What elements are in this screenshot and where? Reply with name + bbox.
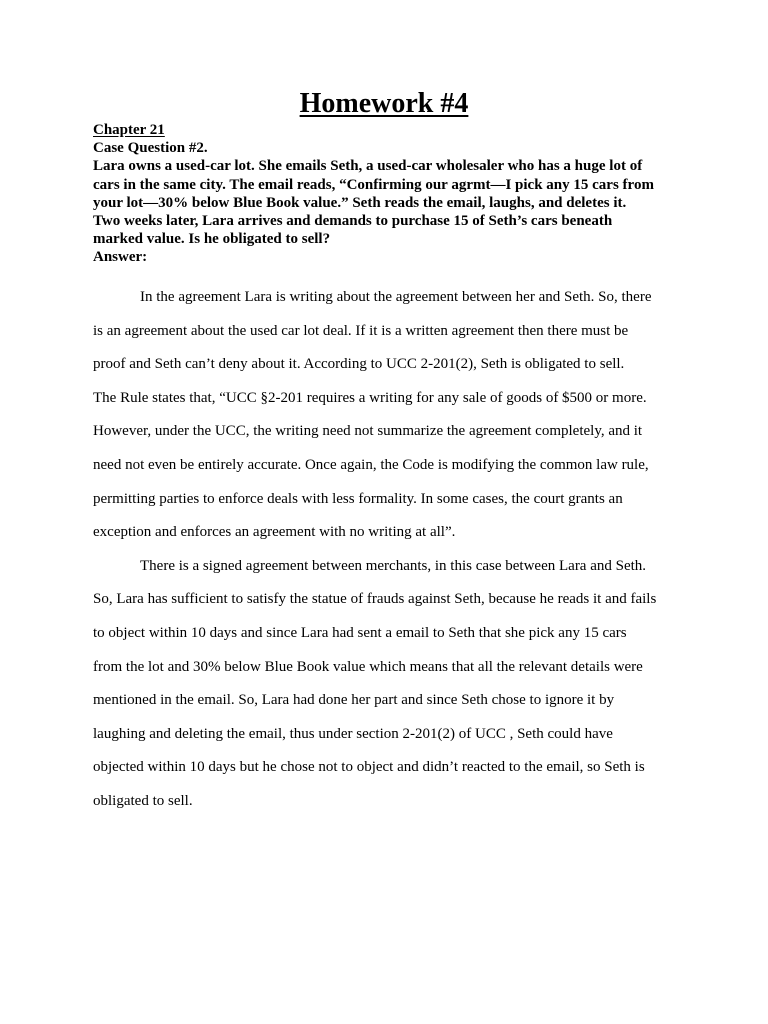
- answer-line: permitting parties to enforce deals with less formality. In some cases, the court grants an: [93, 490, 623, 507]
- question-line: cars in the same city. The email reads, “Confirming our agrmt—I pick any 15 cars from: [93, 176, 654, 193]
- case-question-heading: Case Question #2.: [93, 140, 208, 157]
- question-block: [93, 121, 693, 267]
- answer-line: proof and Seth can’t deny about it. According to UCC 2-201(2), Seth is obligated to sell.: [93, 356, 625, 373]
- answer-line: The Rule states that, “UCC §2-201 requires a writing for any sale of goods of $500 or more.: [93, 389, 647, 406]
- answer-line: mentioned in the email. So, Lara had done her part and since Seth chose to ignore it by: [93, 692, 615, 709]
- answer-line: So, Lara has sufficient to satisfy the statue of frauds against Seth, because he reads it and fails: [93, 591, 657, 608]
- answer-line: need not even be entirely accurate. Once again, the Code is modifying the common law rule,: [93, 456, 649, 473]
- answer-line: obligated to sell.: [93, 792, 193, 809]
- answer-label: Answer:: [93, 249, 148, 266]
- title-text: Homework #4: [299, 88, 469, 119]
- answer-line: There is a signed agreement between merchants, in this case between Lara and Seth.: [140, 557, 647, 574]
- question-line: Lara owns a used-car lot. She emails Seth, a used-car wholesaler who has a huge lot of: [93, 158, 643, 175]
- answer-line: laughing and deleting the email, thus under section 2-201(2) of UCC , Seth could have: [93, 725, 613, 742]
- answer-line: However, under the UCC, the writing need not summarize the agreement completely, and it: [93, 423, 643, 440]
- answer-line: objected within 10 days but he chose not to object and didn’t reacted to the email, so Seth is: [93, 759, 645, 776]
- answer-line: is an agreement about the used car lot deal. If it is a written agreement then there must be: [93, 322, 629, 339]
- document-title: [0, 86, 768, 122]
- answer-line: exception and enforces an agreement with no writing at all”.: [93, 524, 456, 541]
- chapter-heading: Chapter 21: [93, 122, 165, 138]
- answer-line: from the lot and 30% below Blue Book value which means that all the relevant details were: [93, 658, 643, 675]
- answer-line: to object within 10 days and since Lara had sent a email to Seth that she pick any 15 cars: [93, 624, 627, 641]
- question-line: your lot—30% below Blue Book value.” Seth reads the email, laughs, and deletes it.: [93, 194, 627, 211]
- answer-body: [93, 281, 693, 819]
- question-line: marked value. Is he obligated to sell?: [93, 231, 331, 248]
- question-line: Two weeks later, Lara arrives and demands to purchase 15 of Seth’s cars beneath: [93, 213, 613, 230]
- answer-line: In the agreement Lara is writing about the agreement between her and Seth. So, there: [140, 289, 652, 305]
